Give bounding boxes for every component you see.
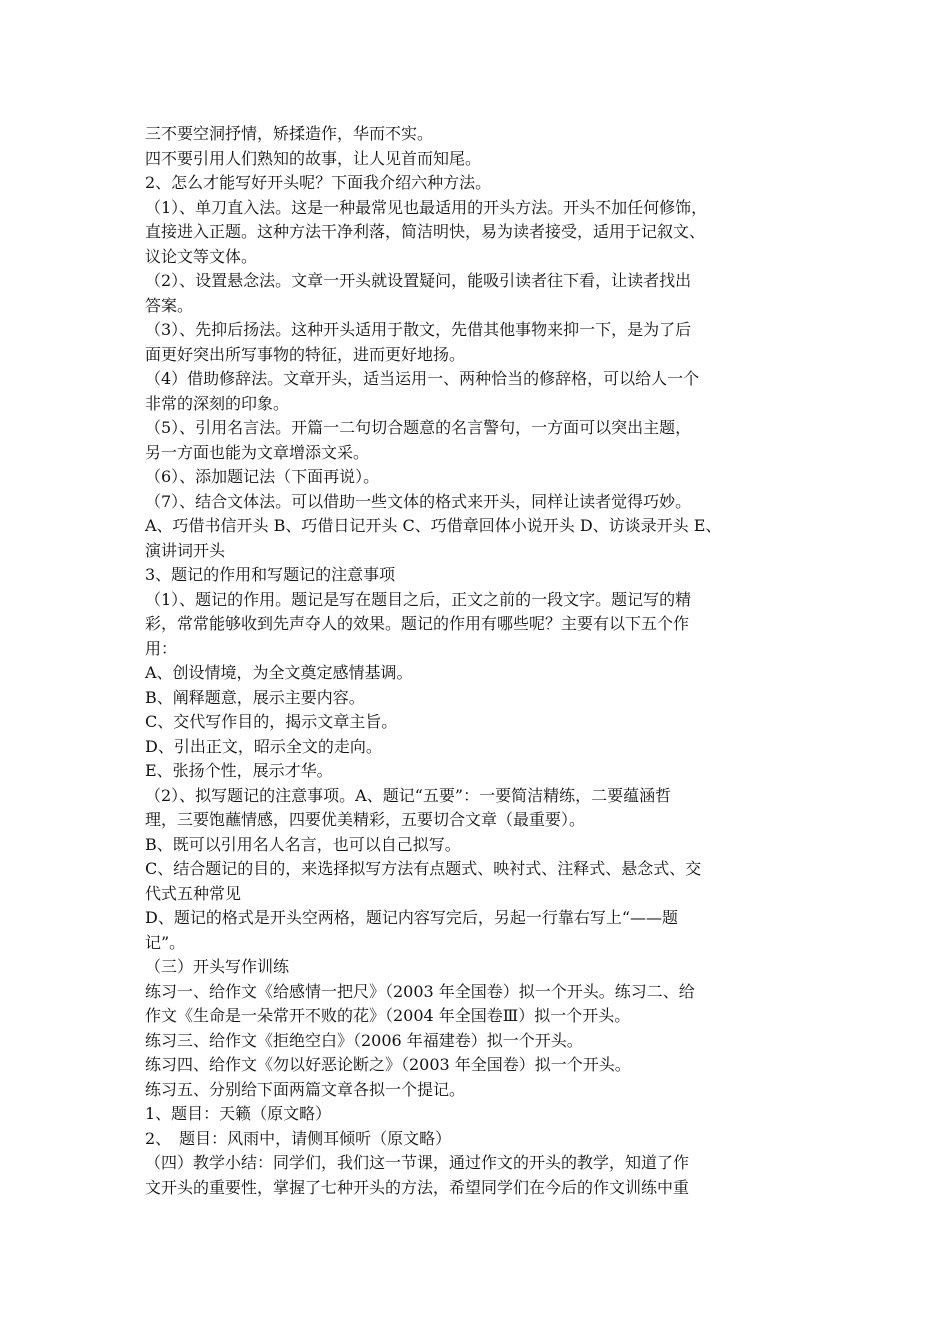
text-line: （7）、结合文体法。可以借助一些文体的格式来开头，同样让读者觉得巧妙。 [145,491,692,511]
text-line: 练习三、给作文《拒绝空白》（2006 年福建卷）拟一个开头。 [145,1030,583,1050]
text-line: 文开头的重要性，掌握了七种开头的方法，希望同学们在今后的作文训练中重 [145,1177,690,1197]
text-line: 彩，常常能够收到先声夺人的效果。题记的作用有哪些呢？主要有以下五个作 [145,614,690,633]
text-line: 演讲词开头 [145,540,226,560]
text-line: 面更好突出所写事物的特征，进而更好地扬。 [145,344,466,364]
text-line: 三不要空洞抒情，矫揉造作，华而不实。 [145,124,434,143]
text-line: 练习一、给作文《给感情一把尺》（2003 年全国卷）拟一个开头。练习二、给 [145,981,695,1001]
text-line: （2）、拟写题记的注意事项。A、题记“五要”：一要简洁精练，二要蕴涵哲 [145,785,672,805]
document-body [145,122,810,1200]
text-line: D、引出正文，昭示全文的走向。 [145,736,382,756]
text-line: 2、 题目：风雨中，请侧耳倾听（原文略） [145,1128,452,1148]
text-line: （6）、添加题记法（下面再说）。 [145,467,380,486]
text-line: （4）借助修辞法。文章开头，适当运用一、两种恰当的修辞格，可以给人一个 [145,369,700,388]
text-line: 另一方面也能为文章增添文采。 [145,442,370,462]
text-line: （5）、引用名言法。开篇一二句切合题意的名言警句，一方面可以突出主题， [145,418,692,437]
text-line: 练习四、给作文《勿以好恶论断之》（2003 年全国卷）拟一个开头。 [145,1055,631,1074]
text-line: 直接进入正题。这种方法干净利落，简洁明快，易为读者接受，适用于记叙文、 [145,222,706,241]
text-line: 代式五种常见 [145,883,242,903]
text-line: D、题记的格式是开头空两格，题记内容写完后，另起一行靠右写上“——题 [145,908,679,927]
text-line: （1）、单刀直入法。这是一种最常见也最适用的开头方法。开头不加任何修饰， [145,197,708,217]
text-line: 作文《生命是一朵常开不败的花》（2004 年全国卷Ⅲ）拟一个开头。 [145,1006,631,1025]
text-line: 答案。 [145,295,194,315]
text-line: （三）开头写作训练 [145,957,290,976]
text-line: 议论文等文体。 [145,246,258,266]
text-line: 记”。 [145,932,186,952]
text-line: （3）、先抑后扬法。这种开头适用于散文，先借其他事物来抑一下，是为了后 [145,320,692,339]
text-line: 2、怎么才能写好开头呢？下面我介绍六种方法。 [145,173,492,192]
text-line: 3、题记的作用和写题记的注意事项 [145,565,396,584]
text-line: B、既可以引用名人名言，也可以自己拟写。 [145,834,461,854]
text-line: （四）教学小结：同学们，我们这一节课，通过作文的开头的教学，知道了作 [145,1153,690,1172]
text-line: （1）、题记的作用。题记是写在题目之后，正文之前的一段文字。题记写的精 [145,589,692,609]
text-line: E、张扬个性，展示才华。 [145,761,333,780]
text-line: （2）、设置悬念法。文章一开头就设置疑问，能吸引读者往下看，让读者找出 [145,271,692,290]
text-line: C、结合题记的目的，来选择拟写方法有点题式、映衬式、注释式、悬念式、交 [145,859,702,878]
text-line: A、巧借书信开头 B、巧借日记开头 C、巧借章回体小说开头 D、访谈录开头 E、 [145,516,722,535]
text-line: 用： [145,638,178,658]
text-line: 四不要引用人们熟知的故事，让人见首而知尾。 [145,148,482,168]
text-line: C、交代写作目的，揭示文章主旨。 [145,712,398,731]
text-line: A、创设情境，为全文奠定感情基调。 [145,663,413,682]
text-line: 1、题目：天籁（原文略） [145,1104,332,1123]
text-line: 练习五、分别给下面两篇文章各拟一个提记。 [145,1079,466,1099]
text-line: 非常的深刻的印象。 [145,393,290,413]
text-line: 理，三要饱蘸情感，四要优美精彩，五要切合文章（最重要）。 [145,810,586,829]
text-line: B、阐释题意，展示主要内容。 [145,687,365,707]
